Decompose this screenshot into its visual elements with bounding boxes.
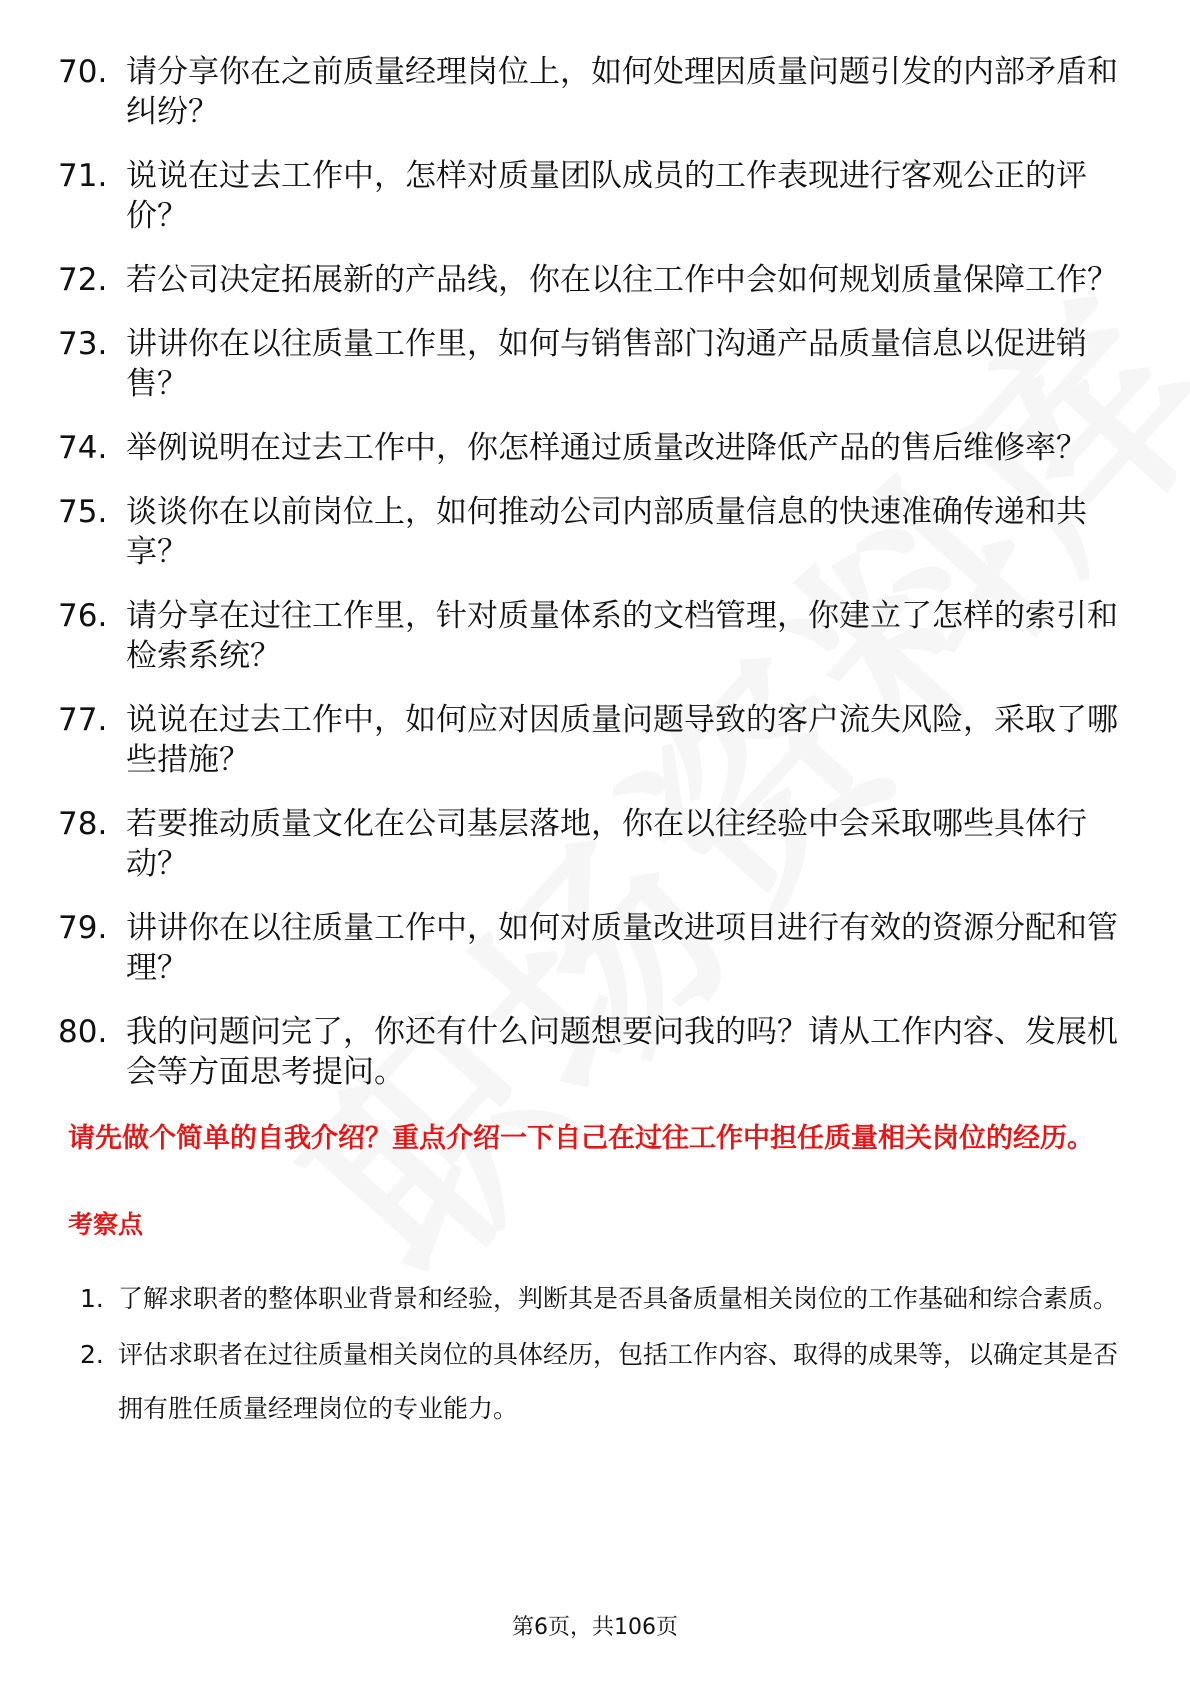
question-text: 若要推动质量文化在公司基层落地，你在以往经验中会采取哪些具体行动？ bbox=[126, 806, 1087, 882]
question-text: 请分享你在之前质量经理岗位上，如何处理因质量问题引发的内部矛盾和纠纷？ bbox=[126, 54, 1118, 130]
question-number: 78. bbox=[58, 806, 108, 842]
question-text: 若公司决定拓展新的产品线，你在以往工作中会如何规划质量保障工作？ bbox=[126, 262, 1118, 298]
section-title: 请先做个简单的自我介绍？重点介绍一下自己在过往工作中担任质量相关岗位的经历。 bbox=[68, 1123, 1094, 1154]
question-number: 77. bbox=[58, 702, 108, 738]
question-text: 说说在过去工作中，如何应对因质量问题导致的客户流失风险，采取了哪些措施？ bbox=[126, 702, 1118, 778]
question-number: 72. bbox=[58, 262, 108, 298]
question-item bbox=[58, 260, 1128, 300]
question-text: 谈谈你在以前岗位上，如何推动公司内部质量信息的快速准确传递和共享？ bbox=[126, 494, 1087, 570]
question-number: 74. bbox=[58, 430, 108, 466]
subhead-assessment-points: 考察点 bbox=[68, 1210, 144, 1239]
question-item bbox=[58, 492, 1128, 572]
question-number: 70. bbox=[58, 54, 108, 90]
question-text: 说说在过去工作中，怎样对质量团队成员的工作表现进行客观公正的评价？ bbox=[126, 158, 1087, 234]
point-number: 2. bbox=[80, 1340, 104, 1369]
point-text: 了解求职者的整体职业背景和经验，判断其是否具备质量相关岗位的工作基础和综合素质。 bbox=[118, 1284, 1119, 1313]
assessment-points-list bbox=[80, 1272, 1130, 1438]
question-item bbox=[58, 908, 1128, 988]
point-text: 评估求职者在过往质量相关岗位的具体经历，包括工作内容、取得的成果等，以确定其是否拥有胜任质量经理岗位的专业能力。 bbox=[118, 1340, 1119, 1423]
question-item bbox=[58, 156, 1128, 236]
question-number: 71. bbox=[58, 158, 108, 194]
question-item bbox=[58, 52, 1128, 132]
question-text: 讲讲你在以往质量工作中，如何对质量改进项目进行有效的资源分配和管理？ bbox=[126, 910, 1118, 986]
question-number: 80. bbox=[58, 1014, 108, 1050]
question-list bbox=[58, 52, 1128, 1116]
question-number: 75. bbox=[58, 494, 108, 530]
question-item bbox=[58, 804, 1128, 884]
page-footer: 第6页，共106页 bbox=[512, 1615, 678, 1640]
question-number: 79. bbox=[58, 910, 108, 946]
question-text: 讲讲你在以往质量工作里，如何与销售部门沟通产品质量信息以促进销售？ bbox=[126, 326, 1087, 402]
assessment-point bbox=[80, 1328, 1130, 1436]
question-item bbox=[58, 428, 1128, 468]
question-number: 73. bbox=[58, 326, 108, 362]
question-text: 请分享在过往工作里，针对质量体系的文档管理，你建立了怎样的索引和检索系统？ bbox=[126, 598, 1118, 674]
question-text: 举例说明在过去工作中，你怎样通过质量改进降低产品的售后维修率？ bbox=[126, 430, 1087, 466]
question-item bbox=[58, 1012, 1128, 1092]
point-number: 1. bbox=[80, 1284, 104, 1313]
question-number: 76. bbox=[58, 598, 108, 634]
question-text: 我的问题问完了，你还有什么问题想要问我的吗？请从工作内容、发展机会等方面思考提问。 bbox=[126, 1014, 1118, 1090]
question-item bbox=[58, 700, 1128, 780]
question-item bbox=[58, 324, 1128, 404]
assessment-point bbox=[80, 1272, 1130, 1326]
question-item bbox=[58, 596, 1128, 676]
